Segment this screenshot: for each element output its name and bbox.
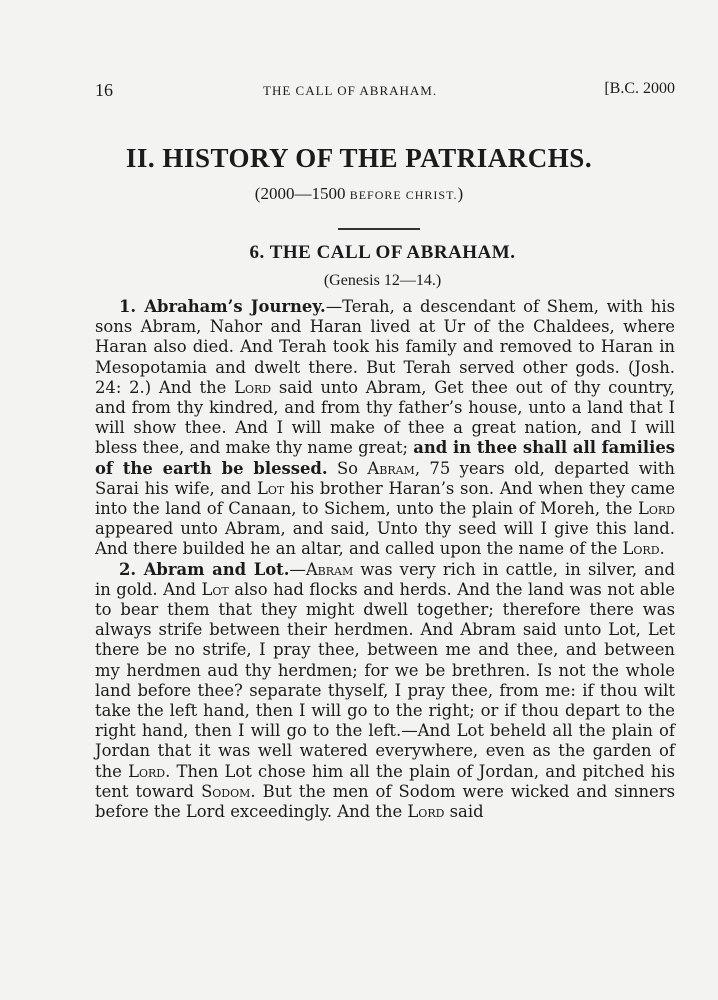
text-run: , 75 years old, departed with Sarai his wife, and [95,458,675,498]
text-run: appeared unto Abram, and said, Unto thy seed will I give this land. And there builded he an altar, and called upon the name of the [95,519,675,559]
small-caps-run: Lord [234,377,272,397]
text-run: said [444,802,484,822]
part-dates [0,184,718,204]
small-caps-run: Lord [407,802,445,822]
section-heading: Abraham’s Journey. [144,297,326,316]
text-run: was very rich in cattle, in silver, and in gold. And [95,559,675,599]
small-caps-run: Lot [257,478,285,498]
bold-run: and in thee shall all families of the earth be blessed. [95,438,675,478]
small-caps-run: Lord [622,539,660,559]
text-run: . [659,539,665,559]
text-run: . Then Lot chose him all the plain of Jordan, and pitched his tent toward [95,761,676,801]
running-date: [B.C. 2000 [604,80,675,97]
part-dates-open: (2000—1500 [254,184,350,203]
small-caps-run: Abram [367,458,415,478]
text-run: said unto Abram, Get thee out of thy country, and from thy kindred, and from thy father’s house, unto a land that I will show thee. And I will make of thee a great nation, and I will bless thee, and make thy name great; [95,377,675,458]
chapter-title: 6. THE CALL OF ABRAHAM. [249,242,516,263]
part-dates-sc: BEFORE CHRIST. [349,188,458,202]
section-paragraph [95,297,675,560]
small-caps-run: Lot [201,579,229,599]
text-run: also had flocks and herds. And the land was not able to bear them that they might dwell together; therefore there was always strife between their herdmen. And Abram said unto Lot, Let there be no strife, I pray thee, between me and thee, and between my herdmen aud thy herdmen; for we be brethren. Is not the whole land before thee? separate thyself, I pray thee, from me: if thou wilt take the left hand, then I will go to the right; or if thou depart to the right hand, then I will go to the left.—And Lot beheld all the plain of Jordan that it was well watered everywhere, even as the garden of the [95,579,676,781]
part-title: II. HISTORY OF THE PATRIARCHS. [125,143,593,173]
small-caps-run: Lord [637,499,675,519]
small-caps-run: Lord [128,761,166,781]
text-run: — [289,559,306,579]
page-number: 16 [95,80,113,100]
section-number: 2. [119,559,144,579]
divider-rule [338,228,420,230]
small-caps-run: Sodom [201,781,251,801]
small-caps-run: Abram [305,559,354,579]
text-run: So [327,458,368,478]
chapter-reference: (Genesis 12—14.) [323,272,442,289]
section-paragraph [95,560,675,823]
section-number: 1. [119,297,145,316]
text-run: . But the men of Sodom were wicked and sinners before the Lord exceedingly. And the [95,781,675,822]
body-text [95,297,675,822]
text-run: his brother Haran’s son. And when they came into the land of Canaan, to Sichem, unto the plain of Moreh, the [95,478,675,519]
section-heading: Abram and Lot. [143,559,290,579]
running-head [95,80,675,102]
part-dates-close: ) [457,184,464,203]
running-title: THE CALL OF ABRAHAM. [263,83,438,98]
text-run: —Terah, a descendant of Shem, with his sons Abram, Nahor and Haran lived at Ur of the Chaldees, where Haran also died. And Terah took his family and removed to Haran in Mesopotamia and dwelt there. But Terah served other gods. (Josh. 24: 2.) And the [95,297,675,397]
